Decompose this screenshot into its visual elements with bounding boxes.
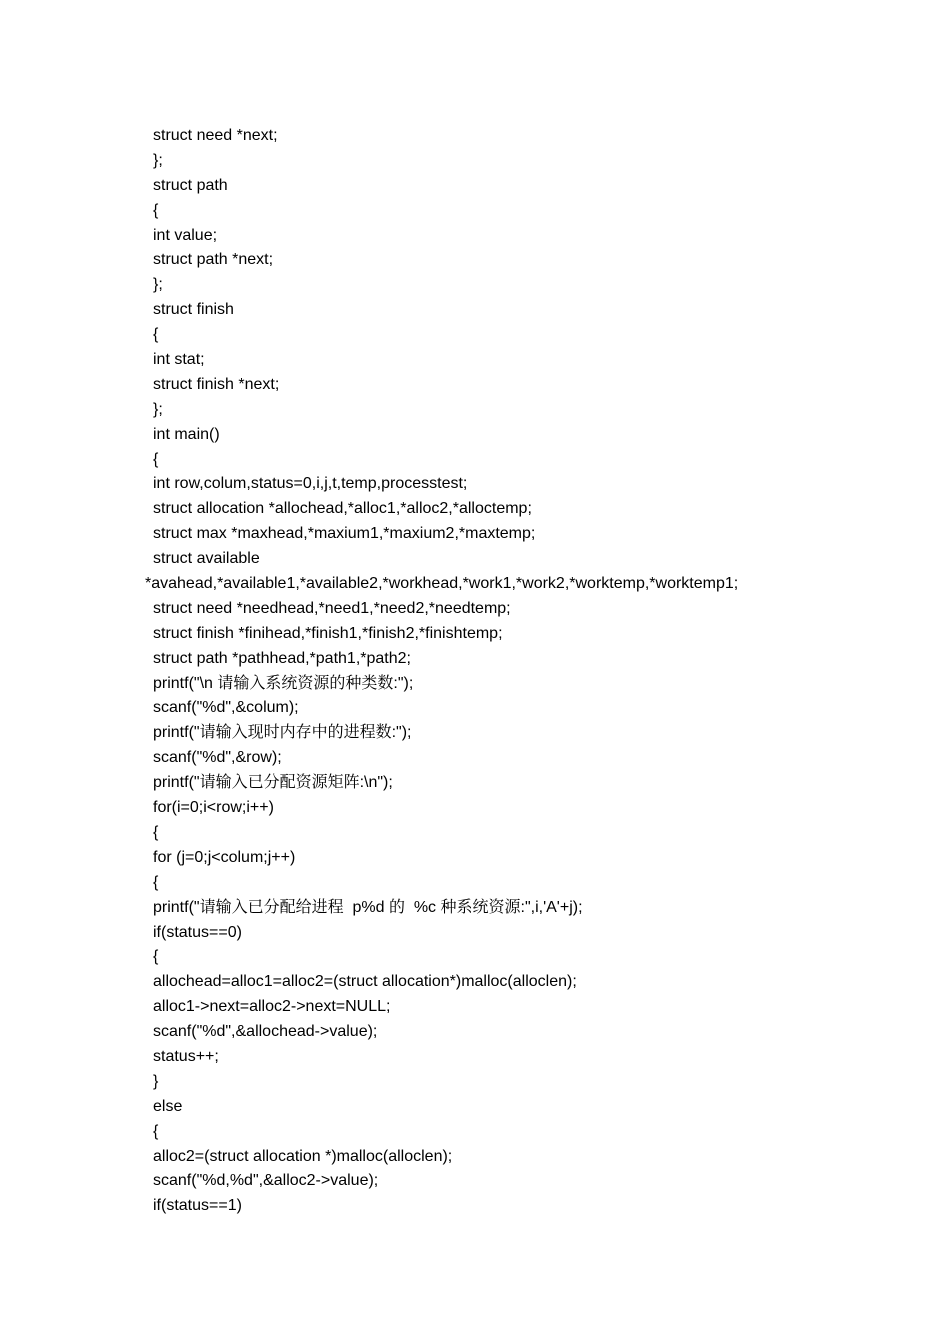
code-line: struct max *maxhead,*maxium1,*maxium2,*maxtemp; [153, 525, 536, 543]
code-line: { [153, 823, 159, 841]
code-line: { [153, 201, 159, 219]
code-line: } [153, 1072, 159, 1090]
code-line: for(i=0;i<row;i++) [153, 799, 274, 817]
code-line: { [153, 326, 159, 344]
code-line: allochead=alloc1=alloc2=(struct allocation*)malloc(alloclen); [153, 973, 577, 991]
code-line: { [153, 948, 159, 966]
code-line: alloc2=(struct allocation *)malloc(alloclen); [153, 1147, 453, 1165]
code-line: status++; [153, 1047, 219, 1065]
code-line: printf("请输入现时内存中的进程数:"); [153, 724, 412, 742]
code-line: struct path *next; [153, 251, 274, 269]
code-line: if(status==1) [153, 1197, 242, 1215]
code-line: printf("请输入已分配给进程 p%d 的 %c 种系统资源:",i,'A'+j); [153, 898, 583, 916]
code-line: struct finish *finihead,*finish1,*finish2,*finishtemp; [153, 624, 503, 642]
code-line: struct path *pathhead,*path1,*path2; [153, 649, 411, 667]
code-line: printf("请输入已分配资源矩阵:\n"); [153, 774, 393, 792]
code-line: for (j=0;j<colum;j++) [153, 848, 296, 866]
code-line: int row,colum,status=0,i,j,t,temp,processtest; [153, 475, 468, 493]
code-line: { [153, 1122, 159, 1140]
code-line: }; [153, 276, 163, 294]
code-line: struct finish [153, 301, 234, 319]
code-line: int stat; [153, 351, 205, 369]
code-line: alloc1->next=alloc2->next=NULL; [153, 998, 391, 1016]
code-line: struct path [153, 176, 228, 194]
code-line: else [153, 1097, 183, 1115]
code-line: }; [153, 400, 163, 418]
code-line: struct finish *next; [153, 375, 280, 393]
code-line: printf("\n 请输入系统资源的种类数:"); [153, 674, 414, 692]
code-line: scanf("%d",&colum); [153, 699, 299, 717]
code-line: struct allocation *allochead,*alloc1,*alloc2,*alloctemp; [153, 500, 532, 518]
code-line: scanf("%d",&allochead->value); [153, 1023, 378, 1041]
code-listing [0, 124, 950, 1219]
code-line: struct available [153, 550, 260, 568]
code-line: }; [153, 151, 163, 169]
code-line: int value; [153, 226, 218, 244]
code-line: struct need *needhead,*need1,*need2,*needtemp; [153, 599, 511, 617]
code-line: scanf("%d",&row); [153, 749, 282, 767]
code-line: { [153, 450, 159, 468]
code-line: struct need *next; [153, 127, 278, 144]
code-line: int main() [153, 425, 220, 443]
code-line: scanf("%d,%d",&alloc2->value); [153, 1172, 379, 1190]
code-line: { [153, 873, 159, 891]
code-line: if(status==0) [153, 923, 242, 941]
code-line-continuation: *avahead,*available1,*available2,*workhead,*work1,*work2,*worktemp,*worktemp1; [145, 575, 739, 593]
